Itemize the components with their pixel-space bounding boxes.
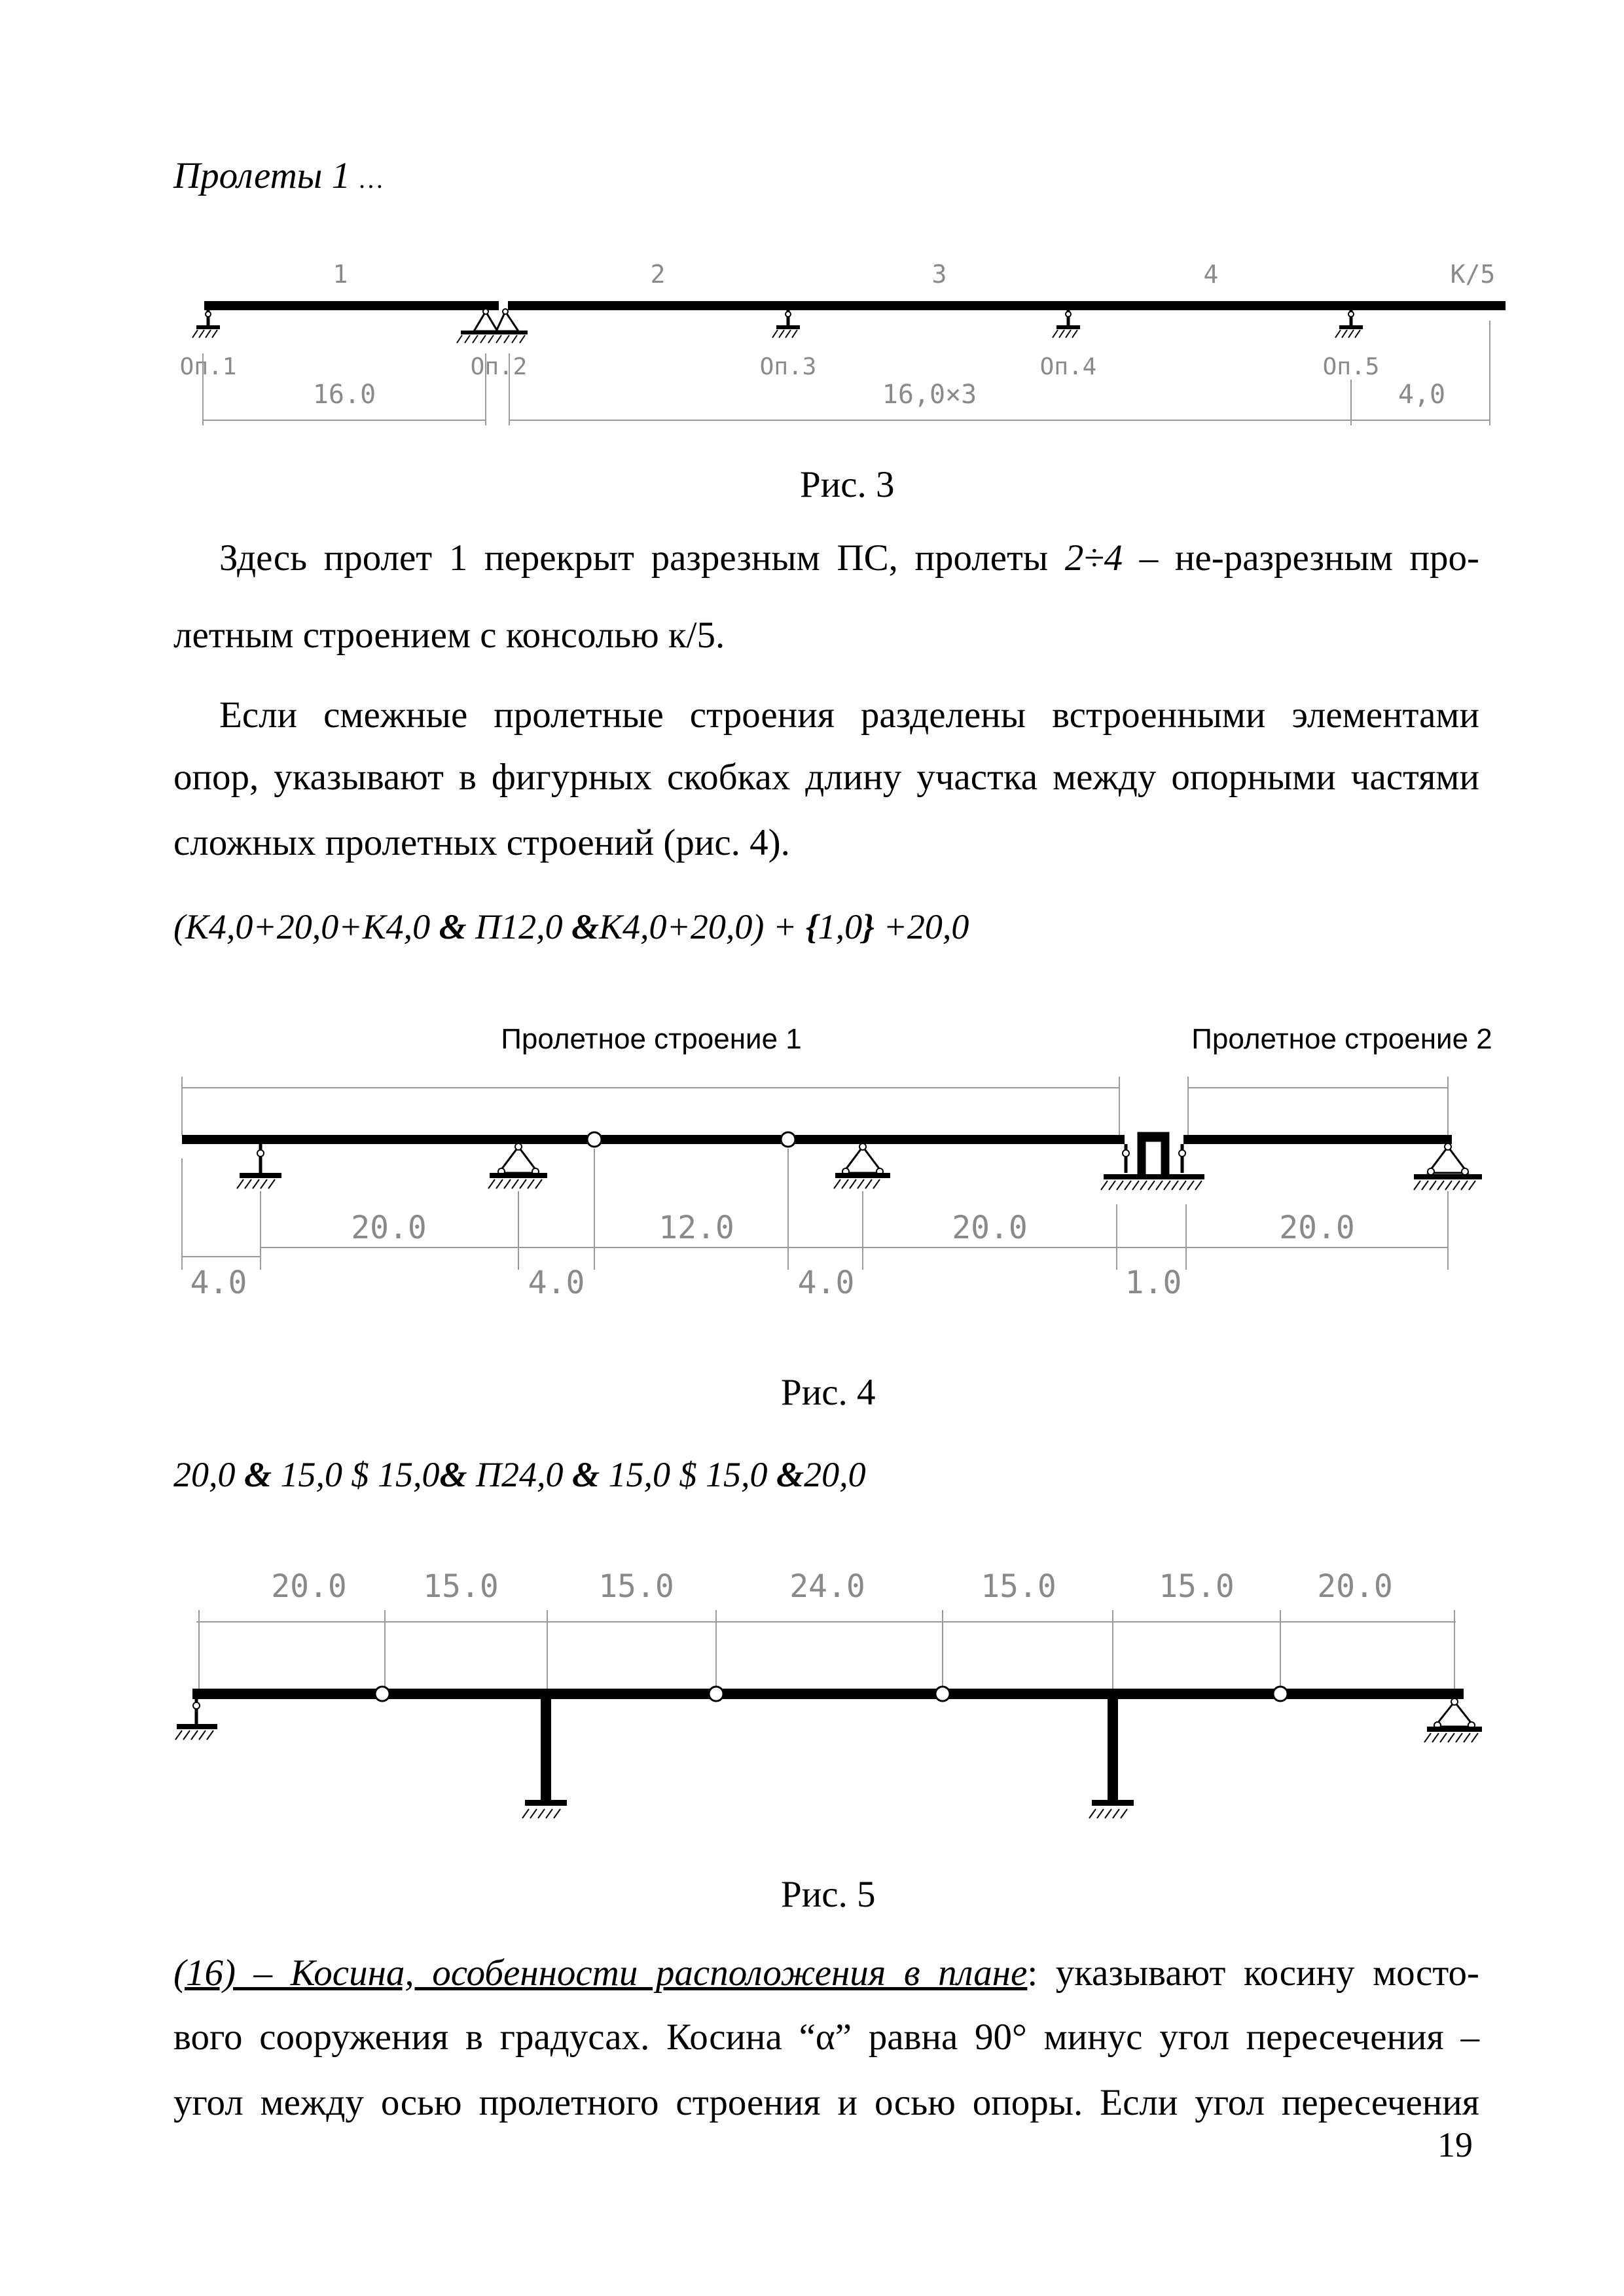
formula-1-part: +20,0 <box>874 907 969 946</box>
paragraph-1-line-2: летным строением с консолью к/5. <box>173 615 725 656</box>
fig4-beam-1 <box>182 1135 1125 1144</box>
fig5-dim: 20.0 <box>1317 1568 1393 1605</box>
fig3-support-5 <box>1335 310 1363 338</box>
p1-text-range: 2÷4 <box>1064 537 1123 579</box>
fig4-dim-lower: 4.0 <box>190 1265 247 1301</box>
section-title-text: Пролеты 1 <box>173 155 351 196</box>
fig5-support-left <box>175 1699 217 1740</box>
paragraph-2-line-2: опор, указывают в фигурных скобках длину участка между опорными частями <box>173 757 1479 798</box>
fig3-support-label: Оп.4 <box>1039 353 1097 380</box>
formula-2-part: П24,0 <box>467 1455 573 1494</box>
fig3-dim-text: 16.0 <box>312 380 376 410</box>
fig4-dim-lower: 4.0 <box>528 1265 585 1301</box>
fig5-dim: 15.0 <box>598 1568 674 1605</box>
page-number: 19 <box>1437 2125 1473 2164</box>
figure-3 <box>0 249 1624 465</box>
fig4-hinge <box>587 1132 602 1147</box>
fig3-support-label: Оп.3 <box>759 353 817 380</box>
formula-1-part: (К4,0+20,0+К4,0 <box>173 907 439 946</box>
fig3-support-4 <box>1053 310 1080 338</box>
fig3-dim-text: 16,0×3 <box>882 380 977 410</box>
formula-1-part: К4,0+20,0) + <box>599 907 806 946</box>
field-code-16: (16) – Косина, особенности расположения в плане <box>173 1952 1028 1994</box>
formula-1-brace: } <box>862 907 875 946</box>
fig3-span-number: 1 <box>333 260 348 289</box>
fig3-support-2 <box>457 309 528 343</box>
formula-1 <box>173 906 969 947</box>
formula-2-amp: & <box>439 1455 467 1494</box>
formula-2-part: 15,0 $ 15,0 <box>600 1455 777 1494</box>
figure-5 <box>0 1558 1624 1833</box>
section-title <box>173 157 383 194</box>
fig4-dim-upper: 20.0 <box>351 1210 427 1246</box>
fig5-hinge <box>935 1687 950 1701</box>
p3-text-rest: : указывают косину мосто- <box>1027 1952 1479 1994</box>
fig4-top-dimension-lines <box>182 1077 1448 1136</box>
fig5-dim: 20.0 <box>271 1568 347 1605</box>
paragraph-2-line-1: Если смежные пролетные строения разделены встроенными элементами <box>219 694 1479 736</box>
formula-1-part: П12,0 <box>466 907 572 946</box>
fig4-dim-lower: 4.0 <box>797 1265 855 1301</box>
paragraph-3-line-2: вого сооружения в градусах. Косина “α” равна 90° минус угол пересечения – <box>173 2017 1479 2058</box>
fig4-beam-2 <box>1183 1135 1452 1144</box>
fig3-support-label: Оп.5 <box>1322 353 1380 380</box>
fig3-support-label: Оп.1 <box>179 353 237 380</box>
figure-4 <box>0 1008 1624 1322</box>
fig5-support-right <box>1424 1698 1482 1742</box>
paragraph-1-line-1 <box>173 537 1479 579</box>
paragraph-3-line-3: угол между осью пролетного строения и осью опоры. Если угол пересечения <box>173 2082 1479 2123</box>
fig3-support-label: Оп.2 <box>470 353 528 380</box>
formula-1-amp: & <box>439 907 467 946</box>
fig5-caption: Рис. 5 <box>781 1874 876 1915</box>
fig4-support-1 <box>237 1144 281 1189</box>
fig3-caption: Рис. 3 <box>800 464 895 505</box>
fig4-dim-lower: 1.0 <box>1125 1265 1182 1301</box>
formula-2 <box>173 1454 866 1495</box>
paragraph-2-line-3: сложных пролетных строений (рис. 4). <box>173 822 790 863</box>
fig5-pier-1 <box>522 1695 567 1818</box>
fig5-hinge <box>1273 1687 1288 1701</box>
paragraph-3-line-1 <box>173 1952 1479 1994</box>
fig5-pier-2 <box>1089 1695 1134 1818</box>
fig5-hinge <box>375 1687 389 1701</box>
fig4-support-5 <box>1414 1143 1482 1190</box>
fig4-dim-upper: 12.0 <box>659 1210 734 1246</box>
formula-2-part: 20,0 <box>804 1455 866 1494</box>
fig4-hinge <box>781 1132 795 1147</box>
fig3-beam-2 <box>508 301 1506 310</box>
fig4-caption: Рис. 4 <box>781 1372 876 1413</box>
fig3-span-number: К/5 <box>1450 260 1496 289</box>
fig5-dim: 15.0 <box>1159 1568 1235 1605</box>
formula-1-amp: & <box>571 907 600 946</box>
formula-1-part: 1,0 <box>818 907 863 946</box>
fig3-dimension-lines <box>203 321 1490 425</box>
fig3-support-3 <box>772 310 800 338</box>
formula-2-amp: & <box>244 1455 272 1494</box>
formula-2-amp: & <box>776 1455 804 1494</box>
fig4-support-2 <box>488 1143 547 1189</box>
fig3-support-1 <box>192 310 220 338</box>
fig3-span-number: 4 <box>1203 260 1219 289</box>
fig4-dim-upper: 20.0 <box>1279 1210 1355 1246</box>
fig3-dim-text: 4,0 <box>1398 380 1446 410</box>
fig4-support-3 <box>834 1143 890 1189</box>
formula-2-part: 15,0 $ 15,0 <box>272 1455 440 1494</box>
formula-2-part: 20,0 <box>173 1455 244 1494</box>
fig5-dim: 24.0 <box>789 1568 865 1605</box>
fig5-hinge <box>709 1687 723 1701</box>
p1-text-a: Здесь пролет 1 перекрыт разрезным ПС, пролеты <box>219 537 1065 579</box>
fig3-span-number: 2 <box>650 260 666 289</box>
fig4-dim-upper: 20.0 <box>952 1210 1028 1246</box>
p1-text-c: – не-разрезным про- <box>1123 537 1480 579</box>
fig5-dim: 15.0 <box>423 1568 499 1605</box>
fig4-span-label-1: Пролетное строение 1 <box>501 1023 802 1055</box>
formula-1-brace: { <box>805 907 818 946</box>
fig3-beam-1 <box>204 301 499 310</box>
formula-2-amp: & <box>572 1455 600 1494</box>
fig5-dim: 15.0 <box>981 1568 1056 1605</box>
fig4-span-label-2: Пролетное строение 2 <box>1191 1023 1492 1055</box>
section-title-ellipsis: … <box>359 164 383 194</box>
fig3-span-number: 3 <box>931 260 947 289</box>
fig5-dimension-lines <box>196 1610 1456 1689</box>
